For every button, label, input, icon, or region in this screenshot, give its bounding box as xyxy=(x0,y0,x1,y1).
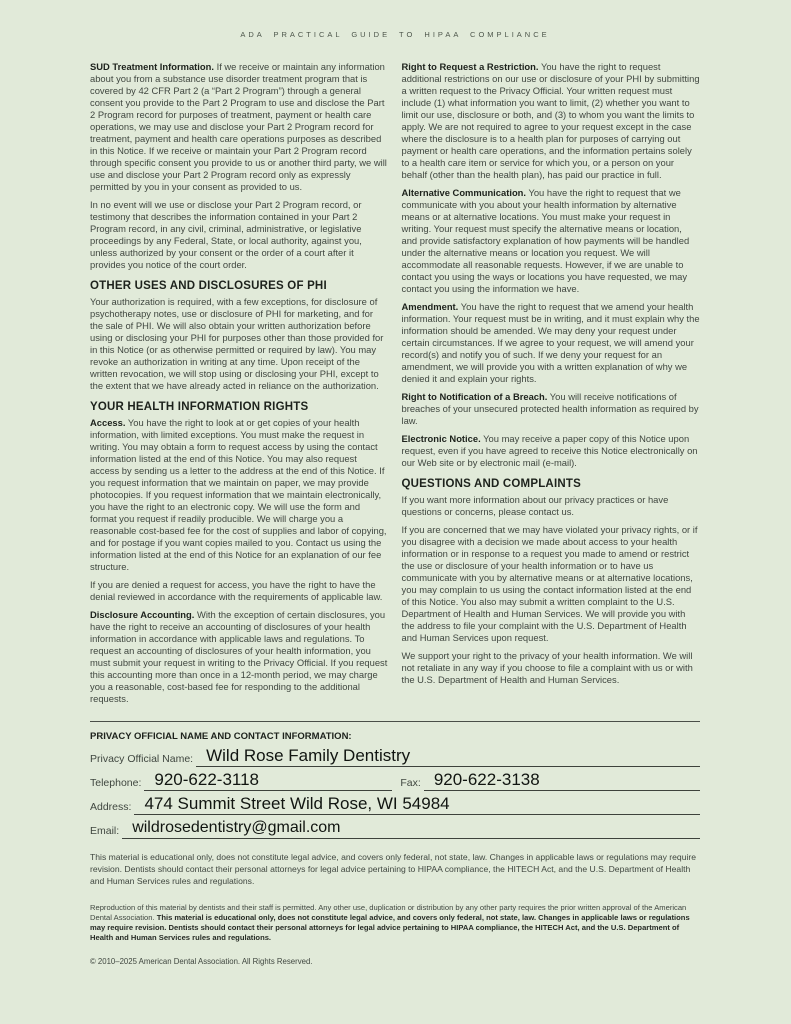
paragraph-text: If you want more information about our privacy practices or have questions or concerns, please contact us. xyxy=(401,494,669,517)
copyright-notice: © 2010–2025 American Dental Association. All Rights Reserved. xyxy=(90,956,313,966)
paragraph-text: If you are denied a request for access, you have the right to have the denial reviewed in accordance with the requirements of applicable law. xyxy=(90,579,383,602)
paragraph-support-privacy xyxy=(402,650,701,686)
paragraph-request-restriction xyxy=(402,61,701,181)
privacy-official-heading: PRIVACY OFFICIAL NAME AND CONTACT INFORMATION: xyxy=(90,731,352,742)
paragraph-text: You have the right to request that we amend your health information. Your request must be in writing, and it must explain why the information should be amended. We may deny your request under certain circumstances. If we agree to your request, we will amend your record(s) and notify you of such. If we deny your request for an amendment, we will provide you with a written explanation of why we denied it and explain your rights. xyxy=(401,301,700,384)
paragraph-alternative-communication xyxy=(402,187,701,295)
address-row xyxy=(90,794,700,815)
paragraph-lead: Electronic Notice. xyxy=(401,433,481,444)
paragraph-sud-treatment xyxy=(90,61,389,193)
paragraph-lead: SUD Treatment Information. xyxy=(90,61,214,72)
paragraph-electronic-notice xyxy=(402,433,701,469)
left-column xyxy=(90,61,389,711)
privacy-official-name-value: Wild Rose Family Dentistry xyxy=(196,746,700,767)
paragraph-more-info xyxy=(402,494,701,518)
paragraph-lead: Disclosure Accounting. xyxy=(90,609,195,620)
paragraph-lead: Right to Notification of a Breach. xyxy=(401,391,548,402)
two-column-body xyxy=(90,61,700,711)
paragraph-authorization xyxy=(90,296,389,392)
heading-other-uses: OTHER USES AND DISCLOSURES OF PHI xyxy=(90,280,327,292)
right-column xyxy=(402,61,701,711)
paragraph-text: You will receive notifications of breaches of your unsecured protected health information as required by law. xyxy=(401,391,699,426)
privacy-official-name-row xyxy=(90,746,700,767)
paragraph-lead: Right to Request a Restriction. xyxy=(401,61,539,72)
paragraph-lead: Alternative Communication. xyxy=(401,187,526,198)
fax-value: 920-622-3138 xyxy=(424,770,700,791)
heading-health-info-rights: YOUR HEALTH INFORMATION RIGHTS xyxy=(90,401,309,413)
paragraph-text: We support your right to the privacy of your health information. We will not retaliate in any way if you choose to file a complaint with us or with the U.S. Department of Health and Human Services. xyxy=(401,650,693,685)
fax-label: Fax: xyxy=(400,777,421,789)
paragraph-text: If you are concerned that we may have violated your privacy rights, or if you disagree with a decision we made about access to your health information or in response to a request you made to amend or restrict the use or disclosure of your health information or to have us communicate with you by alternative means or at alternative locations, you may complain to us using the contact information listed at the end of this Notice. You also may submit a written complaint to the U.S. Department of Health and Human Services. We will provide you with the address to file your complaint with the U.S. Department of Health and Human Services upon request. xyxy=(401,524,698,643)
paragraph-text: In no event will we use or disclose your Part 2 Program record, or testimony that describes the information contained in your Part 2 Program record, in any civil, criminal, administrative, or legislative proceedings by any Federal, State, or local authority, against you, unless authorized by your consent or the order of a court after it provides you notice of the court order. xyxy=(90,199,362,270)
paragraph-text: You have the right to request additional restrictions on our use or disclosure of your PHI by submitting a written request to the Privacy Official. Your written request must include (1) what information you want to limit, (2) whether you want to limit our use, disclosure or both, and (3) to whom you want the limits to apply. We are not required to agree to your request except in the case where the disclosure is to a health plan for purposes of carrying out payment or health care operations, and the information pertains solely to a health care item or service for which you, or a person on your behalf (other than the health plan), has paid our practice in full. xyxy=(401,61,700,180)
paragraph-no-event xyxy=(90,199,389,271)
email-value: wildrosedentistry@gmail.com xyxy=(122,818,700,839)
paragraph-text: With the exception of certain disclosures, you have the right to receive an accounting of disclosures of your health information in accordance with applicable laws and regulations. To request an accounting of disclosures of your health information, you must submit your request in writing to the Privacy Official. If you request this accounting more than once in a 12-month period, we may charge you a reasonable, cost-based fee for responding to the additional requests. xyxy=(90,609,388,704)
paragraph-lead: Access. xyxy=(90,417,126,428)
address-value: 474 Summit Street Wild Rose, WI 54984 xyxy=(134,794,700,815)
paragraph-amendment xyxy=(402,301,701,385)
paragraph-lead: Amendment. xyxy=(401,301,459,312)
paragraph-text: If we receive or maintain any information about you from a substance use disorder treatment program that is covered by 42 CFR Part 2 (a “Part 2 Program”) through a general consent you provide to the Part 2 Program to use and disclose the Part 2 Program record for purposes of treatment, payment or health care operations, we may use and disclose your Part 2 Program record for treatment, payment and health care operations purposes as described in this Notice. If we receive or maintain your Part 2 Program record through specific consent you provide to us or another third party, we will use and disclose your Part 2 Program record only as expressly permitted by you in your consent as provided to us. xyxy=(90,61,387,192)
heading-questions-complaints: QUESTIONS AND COMPLAINTS xyxy=(401,478,581,490)
running-head: ADA PRACTICAL GUIDE TO HIPAA COMPLIANCE xyxy=(240,30,550,39)
paragraph-text: You have the right to request that we communicate with you about your health information by alternative means or at alternative locations. You must make your request in writing. Your request must specify the alternative means or location, and provide satisfactory explanation of how payments will be handled under the alternative means or location you request. We will accommodate all reasonable requests. However, if we are unable to contact you using the ways or locations you have requested, we may contact you using the information we have. xyxy=(401,187,690,294)
privacy-official-name-label: Privacy Official Name: xyxy=(90,753,194,765)
paragraph-breach-notification xyxy=(402,391,701,427)
paragraph-text: You may receive a paper copy of this Notice upon request, even if you have agreed to receive this Notice electronically on our Web site or by electronic mail (e-mail). xyxy=(401,433,698,468)
paragraph-disclosure-accounting xyxy=(90,609,389,705)
telephone-value: 920-622-3118 xyxy=(144,770,392,791)
section-divider xyxy=(90,721,700,722)
paragraph-text: You have the right to look at or get copies of your health information, with limited exceptions. You must make the request in writing. You may obtain a form to request access by using the contact information listed at the end of this Notice. You may also request access by sending us a letter to the address at the end of this Notice. If you request information that we maintain on paper, we may provide photocopies. If you request information that we maintain electronically, you have the right to an electronic copy. We will use the form and format you request if readily producible. We will charge you a reasonable cost-based fee for the cost of supplies and labor of copying, and for postage if you want copies mailed to you. Contact us using the information listed at the end of this Notice for an explanation of our fee structure. xyxy=(90,417,387,572)
email-row xyxy=(90,818,700,839)
address-label: Address: xyxy=(90,801,132,813)
legal-disclaimer: This material is educational only, does not constitute legal advice, and covers only federal, not state, law. Changes in applicable laws or regulations may require revision. Dentists should contact their personal attorneys for legal advice pertaining to HIPAA compliance, the HITECH Act, and the U.S. Department of Health and Human Services rules and regulations. xyxy=(90,852,697,886)
paragraph-access xyxy=(90,417,389,573)
telephone-fax-row xyxy=(90,770,700,791)
paragraph-concerned xyxy=(402,524,701,644)
email-label: Email: xyxy=(90,825,120,837)
reproduction-notice xyxy=(90,903,700,942)
paragraph-text: Your authorization is required, with a few exceptions, for disclosure of psychotherapy notes, use or disclosure of PHI for marketing, and for the sale of PHI. We will also obtain your written authorization before using or disclosing your PHI for purposes other than those provided for in this Notice (or as otherwise permitted or required by law). You may revoke an authorization in writing at any time. Upon receipt of the written revocation, we will stop using or disclosing your PHI, except to the extent that we have already acted in reliance on the authorization. xyxy=(90,296,384,391)
telephone-label: Telephone: xyxy=(90,777,142,789)
reproduction-notice-text: Reproduction of this material by dentists and their staff is permitted. Any other use, duplication or distribution by any other party requires the prior written approval of the American Dental Association. xyxy=(90,903,687,923)
reproduction-notice-bold: This material is educational only, does not constitute legal advice, and covers only federal, not state, law. Changes in applicable laws or regulations may require revision. Dentists should contact their personal attorneys for legal advice pertaining to HIPAA compliance, the HITECH Act, and the U.S. Department of Health and Human Services rules and regulations. xyxy=(90,913,690,942)
paragraph-denied-access xyxy=(90,579,389,603)
privacy-official-contact-section xyxy=(90,731,700,839)
